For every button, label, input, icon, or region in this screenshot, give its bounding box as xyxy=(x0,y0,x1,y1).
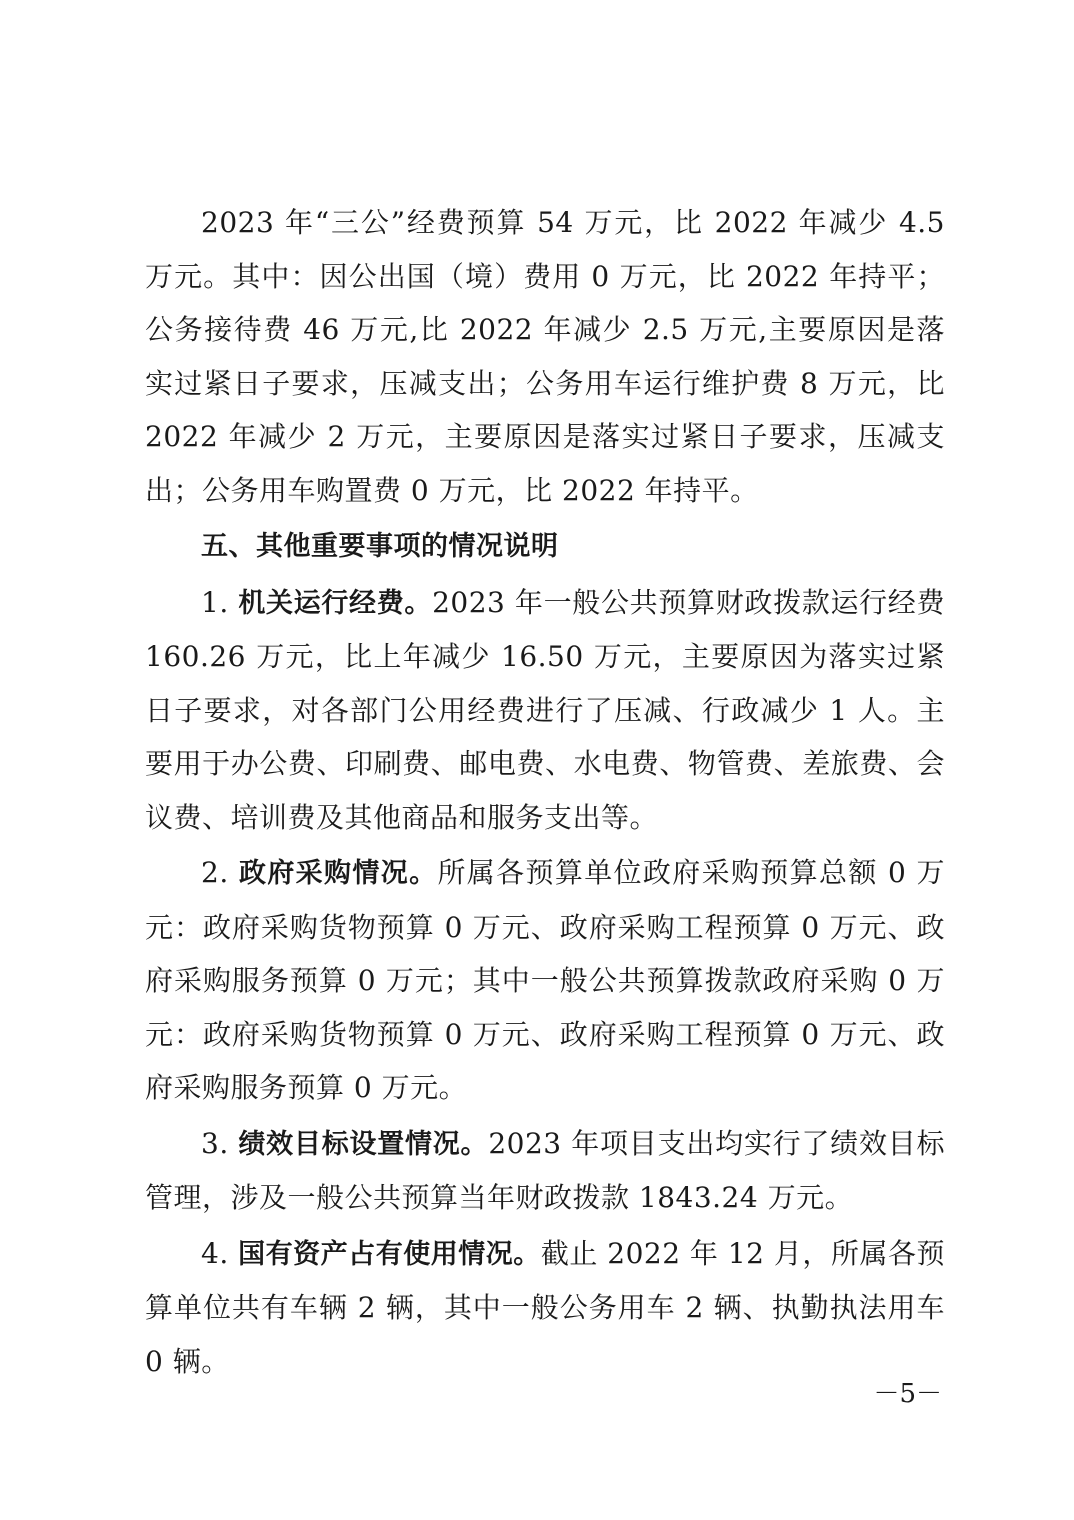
item-text: 2023 年项目支出均实行了绩效目标管理，涉及一般公共预算当年财政拨款 1843.24 万元。 xyxy=(145,1126,945,1214)
section-heading-text: 五、其他重要事项的情况说明 xyxy=(201,531,559,562)
item-lead: 政府采购情况。 xyxy=(238,858,438,889)
item-lead: 机关运行经费。 xyxy=(238,587,433,619)
item-number: 2. xyxy=(201,856,229,889)
page-number: －5－ xyxy=(873,1379,942,1409)
item-number: 4. xyxy=(201,1236,229,1270)
item-lead: 绩效目标设置情况。 xyxy=(238,1128,489,1160)
item-2 xyxy=(145,846,945,1115)
item-number: 3. xyxy=(201,1126,229,1160)
item-lead: 国有资产占有使用情况。 xyxy=(238,1238,541,1270)
item-text: 截止 2022 年 12 月，所属各预算单位共有车辆 2 辆，其中一般公务用车 2 辆、执勤执法用车 0 辆。 xyxy=(145,1236,945,1378)
item-text: 所属各预算单位政府采购预算总额 0 万元：政府采购货物预算 0 万元、政府采购工程预算 0 万元、政府采购服务预算 0 万元；其中一般公共预算拨款政府采购 0 万元：政府采购货物预算 0 万元、政府采购工程预算 0 万元、政府采购服务预算 0 万元。 xyxy=(145,856,946,1104)
item-text: 2023 年一般公共预算财政拨款运行经费 160.26 万元，比上年减少 16.50 万元，主要原因为落实过紧日子要求，对各部门公用经费进行了压减、行政减少 1 人。主要用于办公费、印刷费、邮电费、水电费、物管费、差旅费、会议费、培训费及其他商品和服务支出等。 xyxy=(145,585,945,834)
item-3 xyxy=(145,1117,945,1225)
document-body xyxy=(145,196,945,1388)
paragraph-sangong-budget xyxy=(145,196,945,517)
item-4 xyxy=(145,1227,945,1389)
item-1 xyxy=(145,576,945,845)
section-heading xyxy=(145,519,945,574)
paragraph-text: 2023 年“三公”经费预算 54 万元，比 2022 年减少 4.5 万元。其中：因公出国（境）费用 0 万元，比 2022 年持平；公务接待费 46 万元,比 2022 年减少 2.5 万元,主要原因是落实过紧日子要求，压减支出；公务用车运行维护费 8 万元，比 2022 年减少 2 万元，主要原因是落实过紧日子要求，压减支出；公务用车购置费 0 万元，比 2022 年持平。 xyxy=(145,206,945,507)
item-number: 1. xyxy=(201,585,229,619)
